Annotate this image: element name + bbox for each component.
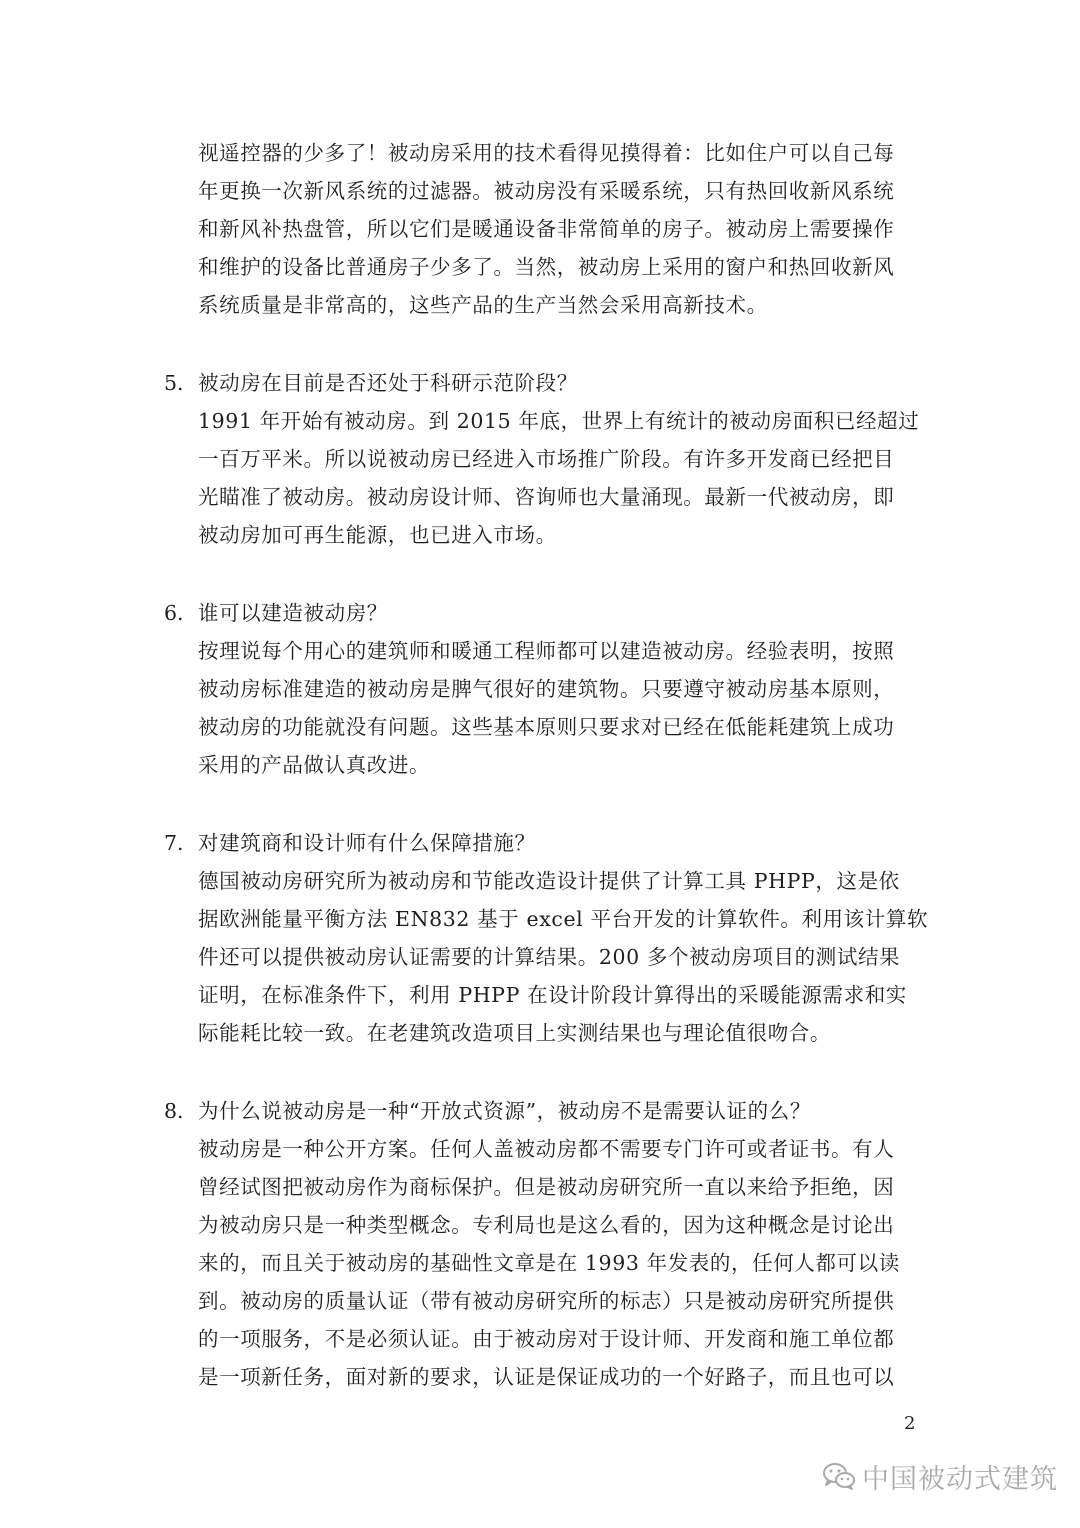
answer-line: 到。被动房的质量认证（带有被动房研究所的标志）只是被动房研究所提供 <box>198 1289 895 1313</box>
intro-line: 视遥控器的少多了！被动房采用的技术看得见摸得着：比如住户可以自己每 <box>198 141 895 165</box>
answer-line: 一百万平米。所以说被动房已经进入市场推广阶段。有许多开发商已经把目 <box>198 447 895 471</box>
watermark-text: 中国被动式建筑 <box>862 1463 1058 1495</box>
intro-line: 和维护的设备比普通房子少多了。当然，被动房上采用的窗户和热回收新风 <box>198 255 895 279</box>
intro-line: 年更换一次新风系统的过滤器。被动房没有采暖系统，只有热回收新风系统 <box>198 179 895 203</box>
answer-line: 被动房加可再生能源，也已进入市场。 <box>198 523 557 547</box>
answer-line: 采用的产品做认真改进。 <box>198 753 431 777</box>
question-title: 对建筑商和设计师有什么保障措施？ <box>198 831 536 855</box>
answer-line: 被动房的功能就没有问题。这些基本原则只要求对已经在低能耗建筑上成功 <box>198 715 895 739</box>
question-number: 5. <box>164 371 184 395</box>
question-title: 为什么说被动房是一种“开放式资源”，被动房不是需要认证的么？ <box>198 1099 811 1123</box>
answer-line: 证明，在标准条件下，利用 PHPP 在设计阶段计算得出的采暖能源需求和实 <box>198 983 907 1007</box>
intro-line: 系统质量是非常高的，这些产品的生产当然会采用高新技术。 <box>198 293 768 317</box>
answer-line: 被动房标准建造的被动房是脾气很好的建筑物。只要遵守被动房基本原则， <box>198 677 895 701</box>
intro-line: 和新风补热盘管，所以它们是暖通设备非常简单的房子。被动房上需要操作 <box>198 217 895 241</box>
question-title: 谁可以建造被动房？ <box>198 601 388 625</box>
answer-line: 光瞄准了被动房。被动房设计师、咨询师也大量涌现。最新一代被动房，即 <box>198 485 895 509</box>
question-number: 6. <box>164 601 184 625</box>
wechat-icon <box>822 1461 856 1491</box>
answer-line: 被动房是一种公开方案。任何人盖被动房都不需要专门许可或者证书。有人 <box>198 1137 895 1161</box>
watermark <box>822 1456 1058 1496</box>
answer-line: 为被动房只是一种类型概念。专利局也是这么看的，因为这种概念是讨论出 <box>198 1213 895 1237</box>
answer-line: 件还可以提供被动房认证需要的计算结果。200 多个被动房项目的测试结果 <box>198 945 901 969</box>
answer-line: 德国被动房研究所为被动房和节能改造设计提供了计算工具 PHPP，这是依 <box>198 869 900 893</box>
answer-line: 来的，而且关于被动房的基础性文章是在 1993 年发表的，任何人都可以读 <box>198 1251 900 1275</box>
answer-line: 曾经试图把被动房作为商标保护。但是被动房研究所一直以来给予拒绝，因 <box>198 1175 895 1199</box>
question-title: 被动房在目前是否还处于科研示范阶段？ <box>198 371 578 395</box>
answer-line: 据欧洲能量平衡方法 EN832 基于 excel 平台开发的计算软件。利用该计算软 <box>198 907 929 931</box>
page-number: 2 <box>904 1413 916 1434</box>
answer-line: 是一项新任务，面对新的要求，认证是保证成功的一个好路子，而且也可以 <box>198 1365 895 1389</box>
question-number: 7. <box>164 831 184 855</box>
question-number: 8. <box>164 1099 184 1123</box>
answer-line: 的一项服务，不是必须认证。由于被动房对于设计师、开发商和施工单位都 <box>198 1327 895 1351</box>
answer-line: 1991 年开始有被动房。到 2015 年底，世界上有统计的被动房面积已经超过 <box>198 409 920 433</box>
answer-line: 按理说每个用心的建筑师和暖通工程师都可以建造被动房。经验表明，按照 <box>198 639 895 663</box>
answer-line: 际能耗比较一致。在老建筑改造项目上实测结果也与理论值很吻合。 <box>198 1021 831 1045</box>
